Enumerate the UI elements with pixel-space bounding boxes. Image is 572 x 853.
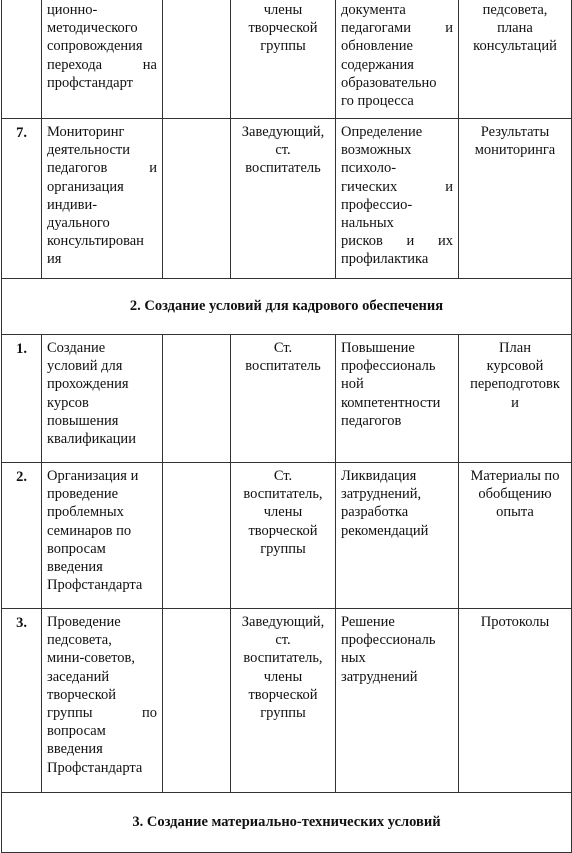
cell-line: Решение [341,614,395,630]
table-row [2,335,572,463]
form-cell: Результаты мониторинга [459,119,572,279]
cell-line [341,232,453,250]
cell-line: профстандарт [47,74,134,91]
cell-line [47,159,157,177]
cell-line: Мониторинг [47,124,125,140]
row-number: 3. [2,609,42,793]
cell-line: разработка [341,504,409,521]
responsible-cell: Ст. воспитатель, члены творческой группы [231,463,336,609]
cell-line [47,56,157,74]
event-cell [42,335,163,463]
row-number: 1. [2,335,42,463]
cell-line: психоло- [341,160,397,177]
event-cell [42,119,163,279]
word: по [141,705,157,722]
cell-line: введения [47,741,103,758]
form-cell: Протоколы [459,609,572,793]
table-row [2,119,572,279]
cell-line: профессиональ [341,358,436,375]
cell-line: творческой [47,686,117,703]
result-cell [336,609,459,793]
empty-cell [163,463,231,609]
cell-line: профилактика [341,251,429,268]
cell-line: методического [47,20,138,37]
section-title: 3. Создание материально-технических условий [2,793,572,853]
cell-line: прохождения [47,376,129,393]
cell-line: педсовета, [47,632,112,649]
cell-line: вопросам [47,540,106,557]
cell-line: мини-советов, [47,650,136,667]
cell-line: квалификации [47,431,136,448]
event-cell [42,0,163,119]
cell-line: Профстандарта [47,577,143,594]
cell-line: рекомендаций [341,522,429,539]
section-title: 2. Создание условий для кадрового обеспечения [2,279,572,335]
result-cell [336,335,459,463]
cell-line [47,704,157,722]
form-cell: педсовета, плана консультаций [459,0,572,119]
cell-line: возможных [341,142,412,159]
cell-line: организация [47,178,124,195]
cell-line: Профстандарта [47,759,143,776]
section-row [2,793,572,853]
cell-line: педагогов [341,412,402,429]
cell-line: повышения [47,412,119,429]
empty-cell [163,335,231,463]
cell-line: введения [47,559,103,576]
word: гических [341,178,398,195]
cell-line: дуального [47,215,110,232]
cell-line: проблемных [47,504,124,521]
word: на [142,56,157,73]
word: педагогами [341,20,411,37]
cell-line: ия [47,251,62,268]
cell-line: образовательно [341,74,437,91]
cell-line: ционно- [47,2,98,18]
cell-line [341,19,453,37]
responsible-cell: Ст. воспитатель [231,335,336,463]
cell-line: вопросам [47,723,106,740]
event-cell [42,463,163,609]
cell-line: консультирован [47,233,144,250]
table-row [2,463,572,609]
row-number: 7. [2,119,42,279]
row-number: 2. [2,463,42,609]
cell-line: го процесса [341,93,414,110]
table-row [2,609,572,793]
cell-line: Ликвидация [341,468,417,484]
word: и [149,160,157,177]
cell-line: семинаров по [47,522,132,539]
word: перехода [47,56,103,73]
cell-line [341,178,453,196]
cell-line: ной [341,376,364,393]
word: их [437,233,453,250]
cell-line: затруднений [341,668,418,685]
result-cell [336,463,459,609]
event-cell [42,609,163,793]
word: и [445,178,453,195]
cell-line: индиви- [47,196,98,213]
result-cell [336,119,459,279]
plan-table-body [2,0,572,853]
cell-line: компетентности [341,394,441,411]
cell-line: деятельности [47,142,131,159]
table-row [2,0,572,119]
empty-cell [163,119,231,279]
cell-line: Определение [341,124,423,140]
cell-line: профессио- [341,196,413,213]
cell-line: обновление [341,38,413,55]
empty-cell [163,609,231,793]
cell-line: Повышение [341,340,415,356]
cell-line: содержания [341,56,414,73]
cell-line: ных [341,650,366,667]
word: и [445,20,453,37]
responsible-cell: Заведующий, ст. воспитатель, члены творческой группы [231,609,336,793]
responsible-cell: Заведующий, ст. воспитатель [231,119,336,279]
word: и [406,233,415,250]
form-cell: Материалы по обобщению опыта [459,463,572,609]
cell-line: документа [341,2,406,18]
cell-line: курсов [47,394,89,411]
result-cell [336,0,459,119]
form-cell: План курсовой переподготовк и [459,335,572,463]
word: рисков [341,233,383,250]
cell-line: заседаний [47,668,110,685]
word: группы [47,705,93,722]
responsible-cell: члены творческой группы [231,0,336,119]
word: педагогов [47,160,108,177]
section-row [2,279,572,335]
row-number [2,0,42,119]
plan-table [1,0,572,853]
cell-line: Проведение [47,614,121,630]
cell-line: затруднений, [341,486,422,503]
cell-line: проведение [47,486,119,503]
cell-line: Создание [47,340,106,356]
cell-line: профессиональ [341,632,436,649]
cell-line: условий для [47,358,123,375]
cell-line: сопровождения [47,38,143,55]
cell-line: Организация и [47,468,139,484]
cell-line: нальных [341,215,394,232]
empty-cell [163,0,231,119]
